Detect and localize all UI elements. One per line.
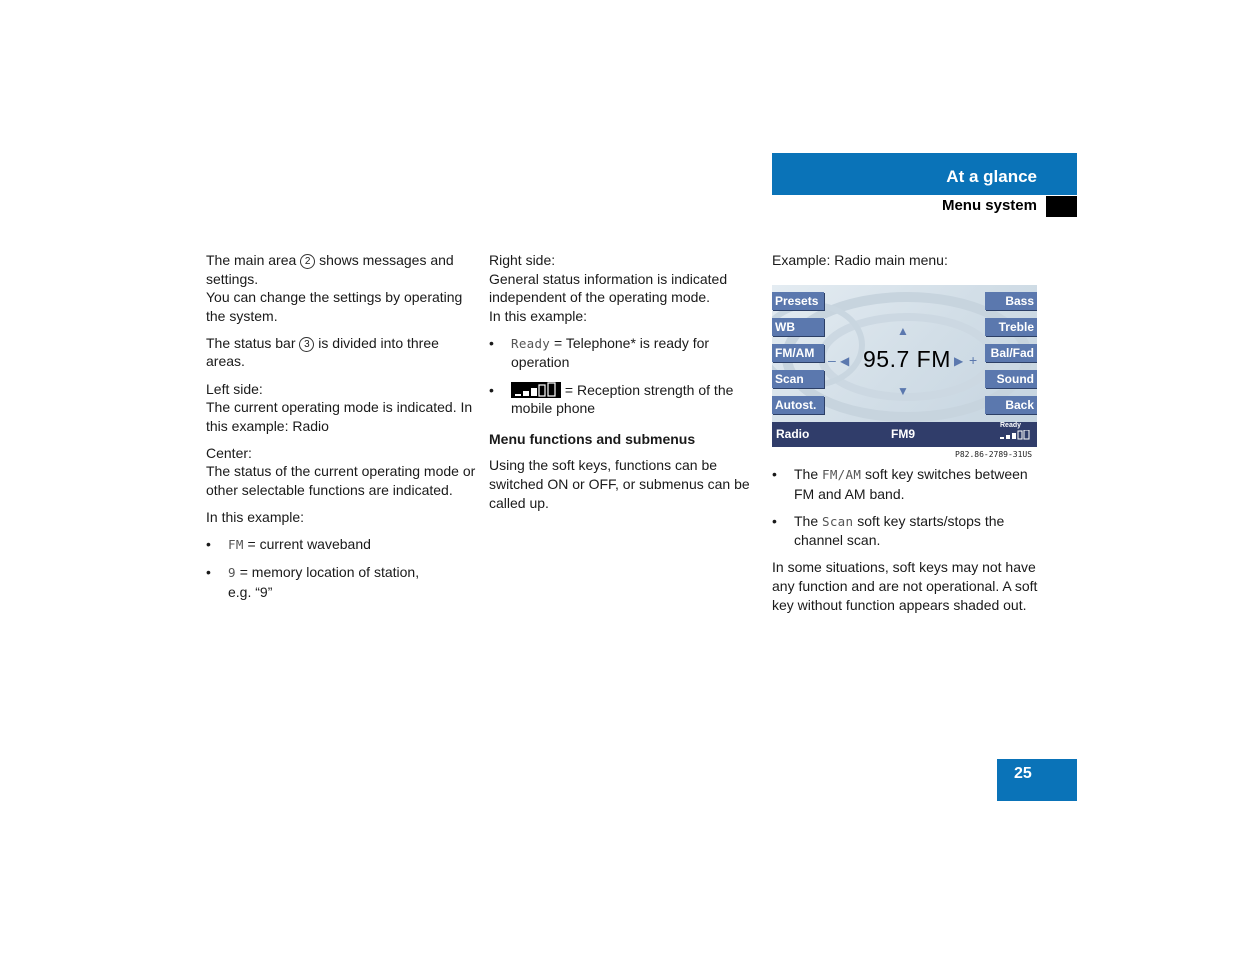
softkey-bass[interactable]: Bass bbox=[985, 292, 1037, 310]
display-code: FM/AM bbox=[822, 467, 862, 482]
arrow-left-icon: ◀ bbox=[840, 354, 850, 368]
figure-caption: P82.86-2789-31US bbox=[955, 450, 1033, 459]
softkey-fm-am[interactable]: FM/AM bbox=[772, 344, 824, 362]
status-ready: Ready bbox=[1000, 422, 1022, 429]
status-bar bbox=[772, 422, 1037, 447]
paragraph-main-area: The main area 2 shows messages and settings. You can change the settings by operating the system. bbox=[206, 252, 463, 324]
minus-icon: – bbox=[828, 352, 836, 368]
figure-intro: Example: Radio main menu: bbox=[772, 252, 948, 268]
section-title: At a glance bbox=[946, 167, 1037, 186]
frequency-display: 95.7 FM bbox=[863, 346, 951, 372]
softkey-presets[interactable]: Presets bbox=[772, 292, 824, 310]
column-middle bbox=[489, 251, 754, 521]
section-heading: Menu functions and submenus bbox=[489, 430, 696, 447]
section-header-bar bbox=[772, 153, 1077, 195]
paragraph-center: Center: The status of the current operating mode or other selectable functions are indicated. bbox=[206, 444, 476, 499]
display-code: FM bbox=[228, 537, 244, 553]
list-item: • 9 = memory location of station, e.g. “9” bbox=[206, 563, 476, 601]
subsection-title: Menu system bbox=[941, 197, 1037, 214]
paragraph-example-intro: In this example: bbox=[206, 509, 305, 526]
column-right-lower bbox=[772, 465, 1042, 623]
paragraph-status-bar: The status bar 3 is divided into three areas. bbox=[206, 334, 439, 370]
arrow-right-icon: ▶ bbox=[954, 354, 964, 368]
signal-strength-icon bbox=[1000, 430, 1032, 440]
softkey-bal-fad[interactable]: Bal/Fad bbox=[985, 344, 1037, 362]
plus-icon: + bbox=[969, 352, 978, 368]
header-marker bbox=[1046, 196, 1077, 217]
list-item: • FM = current waveband bbox=[206, 535, 476, 555]
softkey-treble[interactable]: Treble bbox=[985, 318, 1037, 336]
list-item: • The FM/AM soft key switches between FM and AM band. bbox=[772, 465, 1042, 503]
display-code: Ready bbox=[511, 335, 551, 351]
radio-main-menu-screen bbox=[772, 285, 1037, 447]
bullet-list bbox=[489, 334, 754, 418]
paragraph-shaded-keys: In some situations, soft keys may not have any function and are not operational. A soft key without function appears shaded out. bbox=[772, 559, 1038, 613]
paragraph-softkeys: Using the soft keys, functions can be switched ON or OFF, or submenus can be called up. bbox=[489, 457, 750, 511]
arrow-down-icon: ▼ bbox=[897, 384, 909, 398]
callout-number: 3 bbox=[299, 337, 314, 352]
display-code: 9 bbox=[228, 565, 236, 581]
page-number: 25 bbox=[1014, 765, 1032, 782]
list-item: • The Scan soft key starts/stops the channel scan. bbox=[772, 512, 1042, 550]
signal-strength-icon bbox=[511, 382, 561, 398]
softkey-autost[interactable]: Autost. bbox=[772, 396, 824, 414]
softkey-scan[interactable]: Scan bbox=[772, 370, 824, 388]
paragraph-right-side: Right side: General status information is indicated independent of the operating mode. In this example: bbox=[489, 252, 728, 324]
bullet-list bbox=[772, 465, 1042, 550]
softkey-sound[interactable]: Sound bbox=[985, 370, 1037, 388]
page-number-box bbox=[997, 759, 1077, 801]
display-code: Scan bbox=[822, 513, 854, 529]
status-mode: Radio bbox=[776, 427, 810, 441]
list-item: • Ready = Telephone* is ready for operation bbox=[489, 334, 754, 372]
column-right bbox=[772, 251, 1042, 278]
status-memory: FM9 bbox=[891, 427, 915, 441]
column-left bbox=[206, 251, 476, 610]
list-item: • = Reception strength of the mobile phone bbox=[489, 381, 754, 418]
callout-number: 2 bbox=[300, 254, 315, 269]
arrow-up-icon: ▲ bbox=[897, 324, 909, 338]
bullet-list bbox=[206, 535, 476, 601]
softkey-wb[interactable]: WB bbox=[772, 318, 824, 336]
softkey-back[interactable]: Back bbox=[985, 396, 1037, 414]
paragraph-left-side: Left side: The current operating mode is indicated. In this example: Radio bbox=[206, 380, 473, 434]
